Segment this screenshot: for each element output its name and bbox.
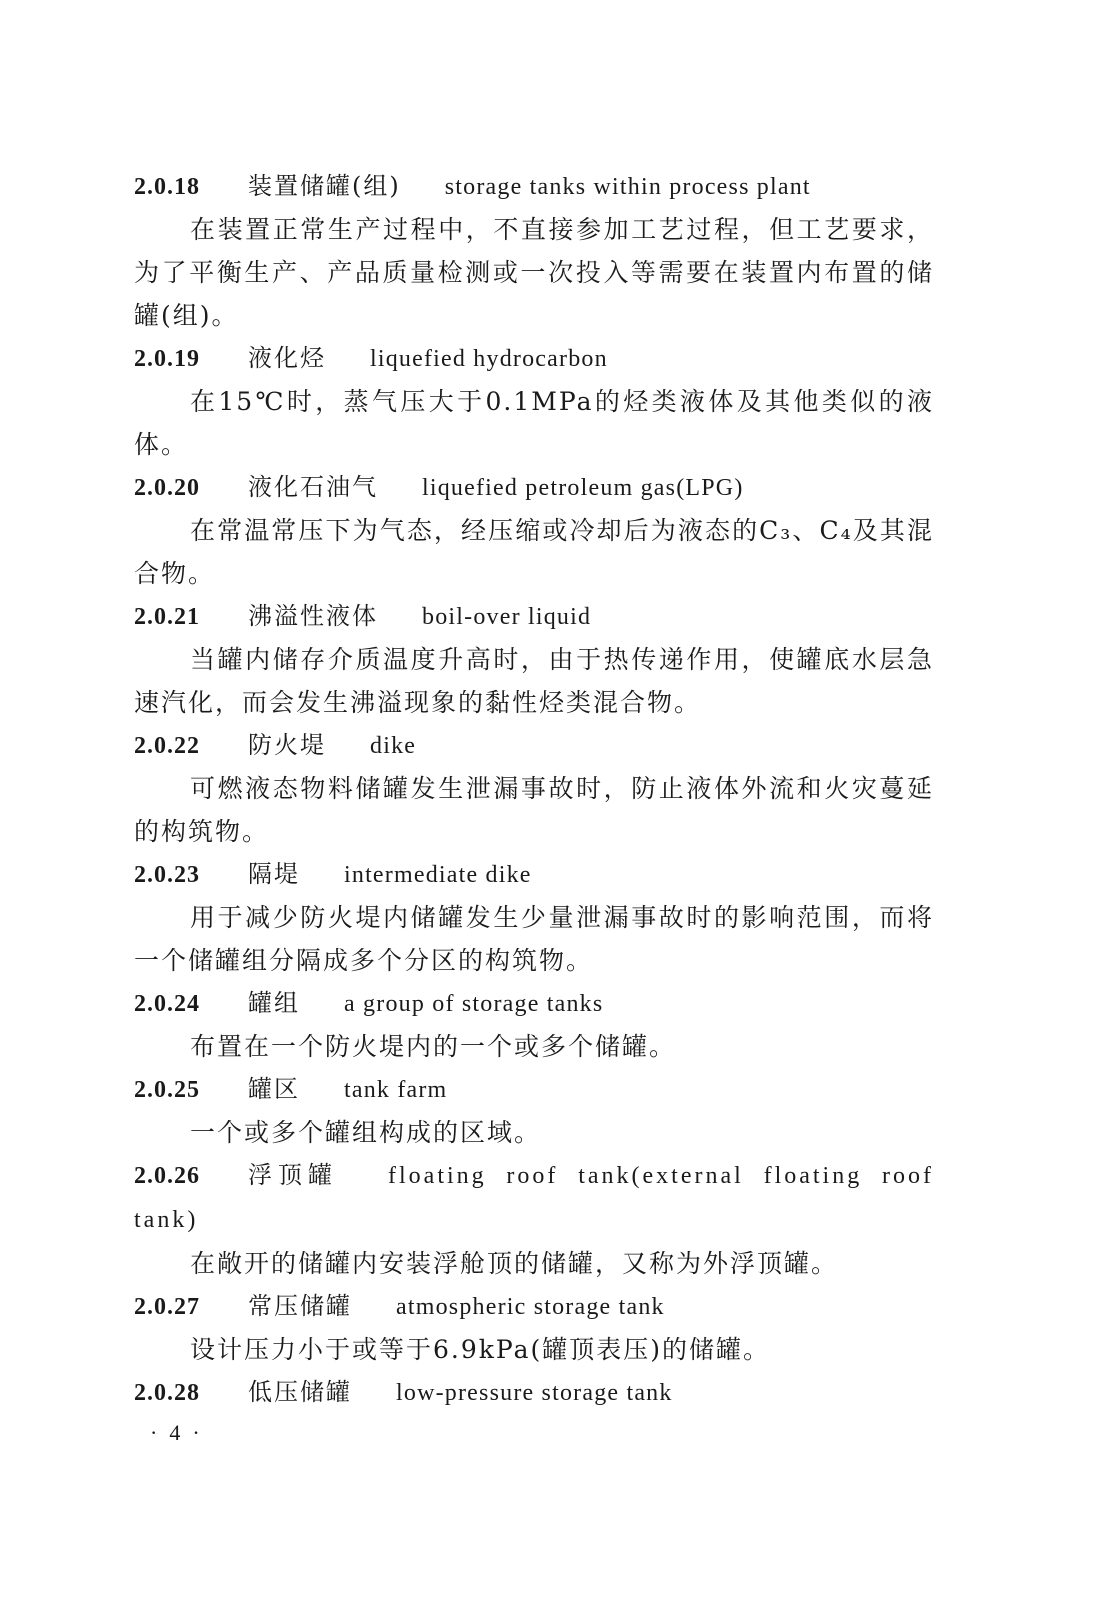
term-definition: 用于减少防火堤内储罐发生少量泄漏事故时的影响范围，而将一个储罐组分隔成多个分区的构筑物。 (134, 903, 934, 975)
term-english: atmospheric storage tank (396, 1294, 665, 1320)
glossary-section (134, 165, 934, 1414)
term-chinese: 液化烃 (248, 344, 326, 372)
term-english: tank farm (344, 1077, 448, 1103)
term-english: dike (370, 733, 417, 759)
term-2-0-18 (134, 165, 934, 208)
term-chinese: 隔堤 (248, 860, 300, 888)
term-definition: 在敞开的储罐内安装浮舱顶的储罐，又称为外浮顶罐。 (190, 1249, 839, 1278)
term-number: 2.0.26 (134, 1163, 200, 1189)
term-definition: 当罐内储存介质温度升高时，由于热传递作用，使罐底水层急速汽化，而会发生沸溢现象的黏性烃类混合物。 (134, 645, 934, 717)
term-chinese: 罐区 (248, 1075, 300, 1103)
term-chinese: 常压储罐 (248, 1292, 352, 1320)
term-chinese: 低压储罐 (248, 1378, 352, 1406)
term-english: storage tanks within process plant (444, 174, 811, 200)
term-2-0-27 (134, 1285, 934, 1328)
term-2-0-21 (134, 595, 934, 638)
term-english: low-pressure storage tank (396, 1380, 673, 1406)
term-english: floating roof tank(external floating roof tank) (134, 1163, 934, 1233)
term-number: 2.0.28 (134, 1380, 200, 1406)
term-definition: 设计压力小于或等于6.9kPa(罐顶表压)的储罐。 (190, 1335, 771, 1364)
term-number: 2.0.24 (134, 991, 200, 1017)
term-number: 2.0.20 (134, 475, 200, 501)
term-definition: 可燃液态物料储罐发生泄漏事故时，防止液体外流和火灾蔓延的构筑物。 (134, 774, 934, 846)
term-chinese: 装置储罐(组) (248, 172, 401, 200)
term-2-0-22 (134, 724, 934, 767)
term-chinese: 防火堤 (248, 731, 326, 759)
term-number: 2.0.22 (134, 733, 200, 759)
term-2-0-23 (134, 853, 934, 896)
term-definition: 一个或多个罐组构成的区域。 (190, 1118, 542, 1147)
term-english: liquefied petroleum gas(LPG) (422, 475, 744, 501)
term-number: 2.0.25 (134, 1077, 200, 1103)
term-english: intermediate dike (344, 862, 532, 888)
term-2-0-19 (134, 337, 934, 380)
term-chinese: 沸溢性液体 (248, 602, 378, 630)
term-definition: 在装置正常生产过程中，不直接参加工艺过程，但工艺要求，为了平衡生产、产品质量检测或一次投入等需要在装置内布置的储罐(组)。 (134, 215, 934, 330)
page-number: ·4· (150, 1420, 212, 1445)
term-number: 2.0.18 (134, 174, 200, 200)
term-english: boil-over liquid (422, 604, 592, 630)
term-definition: 在15℃时，蒸气压大于0.1MPa的烃类液体及其他类似的液体。 (134, 387, 934, 459)
term-english: liquefied hydrocarbon (370, 346, 608, 372)
term-2-0-24 (134, 982, 934, 1025)
term-2-0-20 (134, 466, 934, 509)
term-number: 2.0.23 (134, 862, 200, 888)
term-definition: 在常温常压下为气态，经压缩或冷却后为液态的C₃、C₄及其混合物。 (134, 516, 934, 588)
term-english: a group of storage tanks (344, 991, 604, 1017)
term-number: 2.0.21 (134, 604, 200, 630)
term-chinese: 罐组 (248, 989, 300, 1017)
term-2-0-28 (134, 1371, 934, 1414)
term-2-0-25 (134, 1068, 934, 1111)
term-definition: 布置在一个防火堤内的一个或多个储罐。 (190, 1032, 677, 1061)
term-chinese: 浮顶罐 (248, 1161, 338, 1189)
term-number: 2.0.27 (134, 1294, 200, 1320)
term-chinese: 液化石油气 (248, 473, 378, 501)
term-number: 2.0.19 (134, 346, 200, 372)
term-2-0-26 (134, 1154, 934, 1242)
